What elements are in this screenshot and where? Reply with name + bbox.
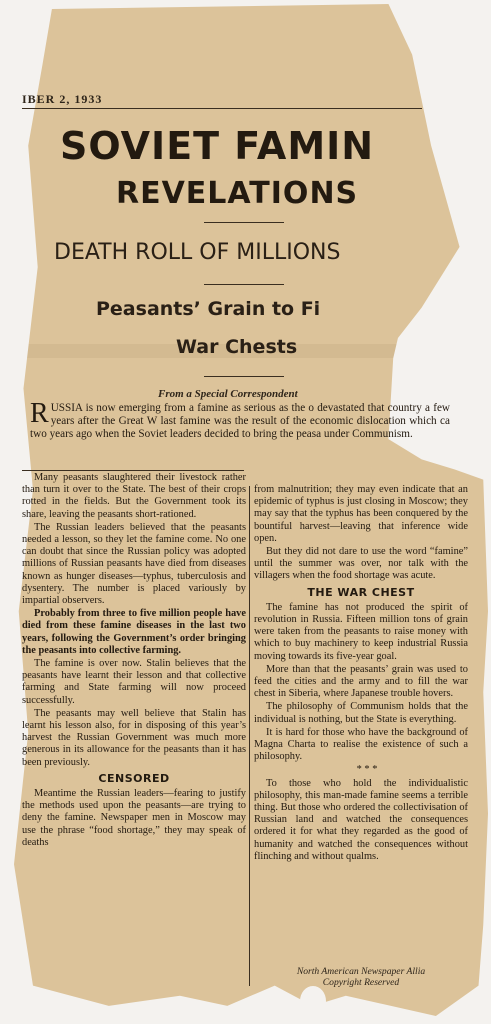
- paper-tear-hole: [300, 986, 326, 1016]
- heading-censored: CENSORED: [98, 771, 170, 785]
- columns-top-rule: [22, 470, 244, 471]
- right-paragraph: The philosophy of Communism holds that the individual is nothing, but the State is everything.: [254, 701, 468, 725]
- right-paragraph: But they did not dare to use the word “famine” until the summer was over, nor talk with the villagers when the food shortage was acute.: [254, 546, 468, 582]
- right-paragraph: It is hard for those who have the background of Magna Charta to realise the existence of such a philosophy.: [254, 726, 468, 763]
- date-line: IBER 2, 1933: [22, 92, 103, 106]
- column-divider: [249, 486, 250, 986]
- byline-rule: [204, 376, 284, 377]
- credit-agency: North American Newspaper Allia: [296, 966, 426, 977]
- headline-line-2: REVELATIONS: [116, 176, 359, 211]
- credit-line: [254, 966, 468, 988]
- right-column: [254, 484, 468, 994]
- lead-text: USSIA is now emerging from a famine as serious as the o devastated that country a few years after the Great W last famine was the result of the economic dislocation which ca two years ago when the Soviet leaders decided to bring the peasa under Communism.: [30, 402, 450, 440]
- right-paragraph: More than that the peasants’ grain was used to feed the cities and the army and to fill the war chest in Siberia, where Japanese trouble hovers.: [254, 663, 468, 700]
- credit-copyright: Copyright Reserved: [322, 977, 400, 988]
- subhead-death-roll: DEATH ROLL OF MILLIONS: [54, 240, 341, 265]
- right-paragraph: from malnutrition; they may even indicate that an epidemic of typhus is just closing in Moscow; they may say that the typhus has been conquered by the bountiful harvest—leaving that inference wide open.: [254, 484, 468, 544]
- top-rule: [22, 108, 422, 109]
- subhead-rule: [204, 284, 284, 285]
- left-paragraph: Meantime the Russian leaders—fearing to justify the methods used upon the peasants—are trying to deny the famine. Newspaper men in Moscow may use the phrase “food shortage,” they may speak of deaths: [22, 788, 246, 848]
- headline-line-1: SOVIET FAMIN: [60, 124, 375, 168]
- right-paragraph: To those who hold the individualistic philosophy, this man-made famine seems a terrible thing. But those who ordered the collectivisation of Russian land and watched the consequences ordered it for what they regarded as the good of humanity and watched the consequences without flinching and without qualms.: [254, 777, 468, 862]
- left-column: [22, 472, 246, 1002]
- left-paragraph-bold: Probably from three to five million people have died from these famine diseases in the last two years, following the Government’s order bringing the peasants into collective farming.: [22, 608, 246, 656]
- heading-war-chest: THE WAR CHEST: [307, 585, 415, 599]
- right-paragraph: The famine has not produced the spirit of revolution in Russia. Fifteen million tons of grain were taken from the peasants to raise money with which to buy machinery to keep industrial Russia moving towards its five-year goal.: [254, 601, 468, 662]
- byline: From a Special Correspondent: [158, 388, 298, 400]
- subhead-peasants-line-2: War Chests: [176, 336, 298, 358]
- drop-cap: R: [30, 398, 49, 429]
- headline-rule: [204, 222, 284, 223]
- section-stars: * * *: [356, 764, 378, 776]
- left-paragraph: The Russian leaders believed that the peasants needed a lesson, so they let the famine come. No one can doubt that since the Russian policy was adopted millions of Russian peasants have died from diseases known as hunger diseases—typhus, tuberculosis and dysentery. The number is placed variously by impartial observers.: [22, 521, 246, 607]
- lead-paragraph: [30, 398, 450, 441]
- left-paragraph: Many peasants slaughtered their livestock rather than turn it over to the State. The best of their crops rotted in the fields. But the Government took its share, leaving the peasants short-rationed.: [22, 472, 246, 520]
- left-paragraph: The famine is over now. Stalin believes that the peasants have learnt their lesson and that collective farming and State farming will now proceed successfully.: [22, 658, 246, 706]
- left-paragraph: The peasants may well believe that Stalin has learnt his lesson also, for in disposing of this year’s harvest the Russian Government was much more generous in its allowance for the peasants than it has been previously.: [22, 707, 246, 768]
- subhead-peasants-line-1: Peasants’ Grain to Fi: [96, 298, 321, 320]
